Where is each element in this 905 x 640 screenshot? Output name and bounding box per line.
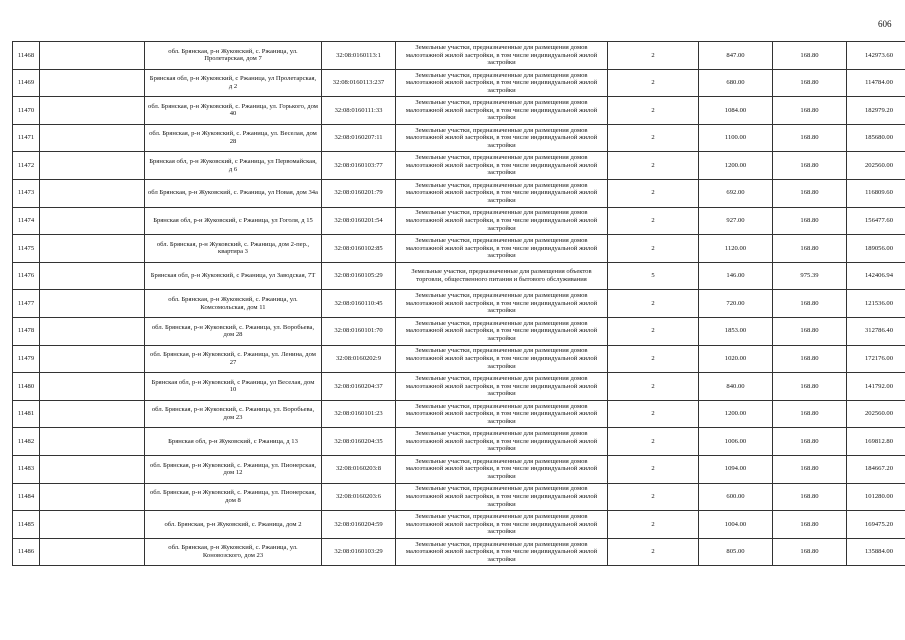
address-cell: обл. Брянская, р-н Жуковский, с. Ржаница, ул. Пионерская, дом 8	[145, 483, 322, 511]
cadastral-number-cell: 32:08:0160103:29	[322, 538, 396, 566]
area-cell: 1200.00	[699, 400, 773, 428]
table-row	[13, 42, 905, 70]
cadastral-value-cell: 116809.60	[847, 179, 905, 207]
row-id-cell: 11468	[13, 42, 40, 70]
rate-cell: 168.80	[773, 483, 847, 511]
row-id-cell: 11486	[13, 538, 40, 566]
cadastral-value-cell: 189056.00	[847, 235, 905, 263]
cadastral-value-cell: 185680.00	[847, 124, 905, 152]
land-use-cell: Земельные участки, предназначенные для размещения домов малоэтажной жилой застройки, в том числе индивидуальной жилой застройки	[396, 290, 608, 318]
cadastral-number-cell: 32:08:0160204:37	[322, 373, 396, 401]
address-cell: обл. Брянская, р-н Жуковский, с. Ржаница, дом 2	[145, 511, 322, 539]
group-cell: 2	[608, 124, 699, 152]
row-id-cell: 11485	[13, 511, 40, 539]
cadastral-value-cell: 182979.20	[847, 97, 905, 125]
table-row	[13, 317, 905, 345]
blank-cell	[40, 373, 145, 401]
cadastral-value-cell: 156477.60	[847, 207, 905, 235]
address-cell: Брянская обл, р-н Жуковский, с Ржаница, ул Первомайская, д 6	[145, 152, 322, 180]
area-cell: 1006.00	[699, 428, 773, 456]
group-cell: 2	[608, 69, 699, 97]
land-use-cell: Земельные участки, предназначенные для размещения домов малоэтажной жилой застройки, в том числе индивидуальной жилой застройки	[396, 373, 608, 401]
area-cell: 1020.00	[699, 345, 773, 373]
table-row	[13, 152, 905, 180]
row-id-cell: 11482	[13, 428, 40, 456]
group-cell: 2	[608, 235, 699, 263]
rate-cell: 168.80	[773, 345, 847, 373]
land-use-cell: Земельные участки, предназначенные для размещения домов малоэтажной жилой застройки, в том числе индивидуальной жилой застройки	[396, 235, 608, 263]
address-cell: обл. Брянская, р-н Жуковский, с. Ржаница, ул. Ленина, дом 27	[145, 345, 322, 373]
area-cell: 847.00	[699, 42, 773, 70]
row-id-cell: 11474	[13, 207, 40, 235]
cadastral-value-cell: 184667.20	[847, 455, 905, 483]
group-cell: 2	[608, 511, 699, 539]
group-cell: 2	[608, 483, 699, 511]
cadastral-value-cell: 101280.00	[847, 483, 905, 511]
rate-cell: 168.80	[773, 538, 847, 566]
cadastral-value-cell: 169812.80	[847, 428, 905, 456]
group-cell: 2	[608, 455, 699, 483]
row-id-cell: 11469	[13, 69, 40, 97]
table-row	[13, 235, 905, 263]
table-row	[13, 373, 905, 401]
land-use-cell: Земельные участки, предназначенные для размещения домов малоэтажной жилой застройки, в том числе индивидуальной жилой застройки	[396, 152, 608, 180]
blank-cell	[40, 483, 145, 511]
rate-cell: 168.80	[773, 428, 847, 456]
row-id-cell: 11472	[13, 152, 40, 180]
cadastral-number-cell: 32:08:0160111:33	[322, 97, 396, 125]
cadastral-value-cell: 312786.40	[847, 317, 905, 345]
cadastral-number-cell: 32:08:0160204:59	[322, 511, 396, 539]
rate-cell: 168.80	[773, 152, 847, 180]
group-cell: 2	[608, 179, 699, 207]
cadastral-number-cell: 32:08:0160203:6	[322, 483, 396, 511]
cadastral-number-cell: 32:08:0160207:11	[322, 124, 396, 152]
address-cell: обл. Брянская, р-н Жуковский, с. Ржаница, ул. Коновозского, дом 23	[145, 538, 322, 566]
table-row	[13, 345, 905, 373]
address-cell: Брянская обл, р-н Жуковский, с Ржаница, ул Пролетарская, д 2	[145, 69, 322, 97]
cadastral-value-cell: 121536.00	[847, 290, 905, 318]
land-use-cell: Земельные участки, предназначенные для размещения объектов торговли, общественного питания и бытового обслуживания	[396, 262, 608, 290]
area-cell: 1084.00	[699, 97, 773, 125]
address-cell: Брянская обл, р-н Жуковский, с Ржаница, ул Гоголя, д 15	[145, 207, 322, 235]
blank-cell	[40, 538, 145, 566]
address-cell: обл. Брянская, р-н Жуковский, с. Ржаница, ул. Горького, дом 40	[145, 97, 322, 125]
blank-cell	[40, 262, 145, 290]
table-row	[13, 124, 905, 152]
cadastral-value-table	[12, 41, 905, 566]
rate-cell: 168.80	[773, 290, 847, 318]
group-cell: 2	[608, 290, 699, 318]
group-cell: 2	[608, 97, 699, 125]
row-id-cell: 11470	[13, 97, 40, 125]
rate-cell: 168.80	[773, 179, 847, 207]
row-id-cell: 11478	[13, 317, 40, 345]
row-id-cell: 11473	[13, 179, 40, 207]
cadastral-number-cell: 32:08:0160102:85	[322, 235, 396, 263]
cadastral-value-cell: 202560.00	[847, 400, 905, 428]
row-id-cell: 11475	[13, 235, 40, 263]
table-row	[13, 455, 905, 483]
table-row	[13, 511, 905, 539]
table-row	[13, 69, 905, 97]
cadastral-value-cell: 135884.00	[847, 538, 905, 566]
table-body	[13, 42, 905, 566]
cadastral-value-cell: 141792.00	[847, 373, 905, 401]
land-use-cell: Земельные участки, предназначенные для размещения домов малоэтажной жилой застройки, в том числе индивидуальной жилой застройки	[396, 207, 608, 235]
row-id-cell: 11471	[13, 124, 40, 152]
rate-cell: 975.39	[773, 262, 847, 290]
table-row	[13, 179, 905, 207]
cadastral-number-cell: 32:08:0160101:70	[322, 317, 396, 345]
table-row	[13, 207, 905, 235]
address-cell: обл. Брянская, р-н Жуковский, с. Ржаница, ул. Воробьева, дом 28	[145, 317, 322, 345]
cadastral-value-cell: 169475.20	[847, 511, 905, 539]
land-use-cell: Земельные участки, предназначенные для размещения домов малоэтажной жилой застройки, в том числе индивидуальной жилой застройки	[396, 345, 608, 373]
blank-cell	[40, 345, 145, 373]
group-cell: 2	[608, 345, 699, 373]
blank-cell	[40, 400, 145, 428]
blank-cell	[40, 317, 145, 345]
cadastral-number-cell: 32:08:0160203:8	[322, 455, 396, 483]
cadastral-number-cell: 32:08:0160201:79	[322, 179, 396, 207]
land-use-cell: Земельные участки, предназначенные для размещения домов малоэтажной жилой застройки, в том числе индивидуальной жилой застройки	[396, 317, 608, 345]
area-cell: 1853.00	[699, 317, 773, 345]
blank-cell	[40, 152, 145, 180]
group-cell: 2	[608, 400, 699, 428]
row-id-cell: 11480	[13, 373, 40, 401]
land-use-cell: Земельные участки, предназначенные для размещения домов малоэтажной жилой застройки, в том числе индивидуальной жилой застройки	[396, 538, 608, 566]
blank-cell	[40, 511, 145, 539]
group-cell: 2	[608, 317, 699, 345]
cadastral-number-cell: 32:08:0160202:9	[322, 345, 396, 373]
blank-cell	[40, 290, 145, 318]
land-use-cell: Земельные участки, предназначенные для размещения домов малоэтажной жилой застройки, в том числе индивидуальной жилой застройки	[396, 124, 608, 152]
land-use-cell: Земельные участки, предназначенные для размещения домов малоэтажной жилой застройки, в том числе индивидуальной жилой застройки	[396, 511, 608, 539]
land-use-cell: Земельные участки, предназначенные для размещения домов малоэтажной жилой застройки, в том числе индивидуальной жилой застройки	[396, 455, 608, 483]
table-row	[13, 428, 905, 456]
rate-cell: 168.80	[773, 124, 847, 152]
blank-cell	[40, 235, 145, 263]
address-cell: обл. Брянская, р-н Жуковский, с. Ржаница, ул. Комсомольская, дом 11	[145, 290, 322, 318]
area-cell: 720.00	[699, 290, 773, 318]
address-cell: Брянская обл, р-н Жуковский, с Ржаница, ул Веселая, дом 10	[145, 373, 322, 401]
land-use-cell: Земельные участки, предназначенные для размещения домов малоэтажной жилой застройки, в том числе индивидуальной жилой застройки	[396, 428, 608, 456]
blank-cell	[40, 69, 145, 97]
address-cell: обл. Брянская, р-н Жуковский, с. Ржаница, ул. Веселая, дом 28	[145, 124, 322, 152]
area-cell: 805.00	[699, 538, 773, 566]
rate-cell: 168.80	[773, 207, 847, 235]
group-cell: 2	[608, 42, 699, 70]
rate-cell: 168.80	[773, 511, 847, 539]
row-id-cell: 11483	[13, 455, 40, 483]
land-use-cell: Земельные участки, предназначенные для размещения домов малоэтажной жилой застройки, в том числе индивидуальной жилой застройки	[396, 69, 608, 97]
cadastral-number-cell: 32:08:0160201:54	[322, 207, 396, 235]
area-cell: 840.00	[699, 373, 773, 401]
rate-cell: 168.80	[773, 317, 847, 345]
cadastral-number-cell: 32:08:0160110:45	[322, 290, 396, 318]
cadastral-number-cell: 32:08:0160204:35	[322, 428, 396, 456]
address-cell: обл. Брянская, р-н Жуковский, с. Ржаница, ул. Пионерская, дом 12	[145, 455, 322, 483]
rate-cell: 168.80	[773, 235, 847, 263]
group-cell: 2	[608, 152, 699, 180]
table-row	[13, 262, 905, 290]
row-id-cell: 11479	[13, 345, 40, 373]
area-cell: 1120.00	[699, 235, 773, 263]
table-row	[13, 483, 905, 511]
cadastral-number-cell: 32:08:0160103:77	[322, 152, 396, 180]
address-cell: Брянская обл, р-н Жуковский, с Ржаница, д 13	[145, 428, 322, 456]
group-cell: 2	[608, 207, 699, 235]
land-use-cell: Земельные участки, предназначенные для размещения домов малоэтажной жилой застройки, в том числе индивидуальной жилой застройки	[396, 400, 608, 428]
blank-cell	[40, 42, 145, 70]
rate-cell: 168.80	[773, 373, 847, 401]
blank-cell	[40, 124, 145, 152]
rate-cell: 168.80	[773, 455, 847, 483]
table-row	[13, 400, 905, 428]
rate-cell: 168.80	[773, 69, 847, 97]
cadastral-number-cell: 32:08:0160101:23	[322, 400, 396, 428]
cadastral-value-cell: 202560.00	[847, 152, 905, 180]
area-cell: 680.00	[699, 69, 773, 97]
area-cell: 1200.00	[699, 152, 773, 180]
rate-cell: 168.80	[773, 42, 847, 70]
group-cell: 2	[608, 428, 699, 456]
blank-cell	[40, 207, 145, 235]
row-id-cell: 11477	[13, 290, 40, 318]
land-use-cell: Земельные участки, предназначенные для размещения домов малоэтажной жилой застройки, в том числе индивидуальной жилой застройки	[396, 483, 608, 511]
address-cell: обл. Брянская, р-н Жуковский, с. Ржаница, ул. Воробьева, дом 23	[145, 400, 322, 428]
rate-cell: 168.80	[773, 97, 847, 125]
address-cell: Брянская обл, р-н Жуковский, с Ржаница, ул Заводская, 7Т	[145, 262, 322, 290]
rate-cell: 168.80	[773, 400, 847, 428]
page-number: 606	[878, 19, 892, 29]
table-row	[13, 538, 905, 566]
group-cell: 2	[608, 538, 699, 566]
cadastral-value-cell: 172176.00	[847, 345, 905, 373]
land-use-cell: Земельные участки, предназначенные для размещения домов малоэтажной жилой застройки, в том числе индивидуальной жилой застройки	[396, 97, 608, 125]
blank-cell	[40, 179, 145, 207]
blank-cell	[40, 97, 145, 125]
cadastral-number-cell: 32:08:0160105:29	[322, 262, 396, 290]
cadastral-value-cell: 142406.94	[847, 262, 905, 290]
cadastral-number-cell: 32:08:0160113:237	[322, 69, 396, 97]
row-id-cell: 11484	[13, 483, 40, 511]
area-cell: 600.00	[699, 483, 773, 511]
address-cell: обл. Брянская, р-н Жуковский, с. Ржаница, ул. Пролетарская, дом 7	[145, 42, 322, 70]
table-row	[13, 97, 905, 125]
area-cell: 1100.00	[699, 124, 773, 152]
area-cell: 1004.00	[699, 511, 773, 539]
table-row	[13, 290, 905, 318]
blank-cell	[40, 455, 145, 483]
cadastral-number-cell: 32:08:0160113:1	[322, 42, 396, 70]
group-cell: 5	[608, 262, 699, 290]
group-cell: 2	[608, 373, 699, 401]
row-id-cell: 11476	[13, 262, 40, 290]
area-cell: 927.00	[699, 207, 773, 235]
area-cell: 1094.00	[699, 455, 773, 483]
land-use-cell: Земельные участки, предназначенные для размещения домов малоэтажной жилой застройки, в том числе индивидуальной жилой застройки	[396, 42, 608, 70]
cadastral-value-cell: 114784.00	[847, 69, 905, 97]
land-use-cell: Земельные участки, предназначенные для размещения домов малоэтажной жилой застройки, в том числе индивидуальной жилой застройки	[396, 179, 608, 207]
area-cell: 692.00	[699, 179, 773, 207]
row-id-cell: 11481	[13, 400, 40, 428]
area-cell: 146.00	[699, 262, 773, 290]
blank-cell	[40, 428, 145, 456]
address-cell: обл Брянская, р-н Жуковский, с. Ржаница, ул Новая, дом 34а	[145, 179, 322, 207]
address-cell: обл. Брянская, р-н Жуковский, с. Ржаница, дом 2-пер., квартира 3	[145, 235, 322, 263]
cadastral-value-cell: 142973.60	[847, 42, 905, 70]
